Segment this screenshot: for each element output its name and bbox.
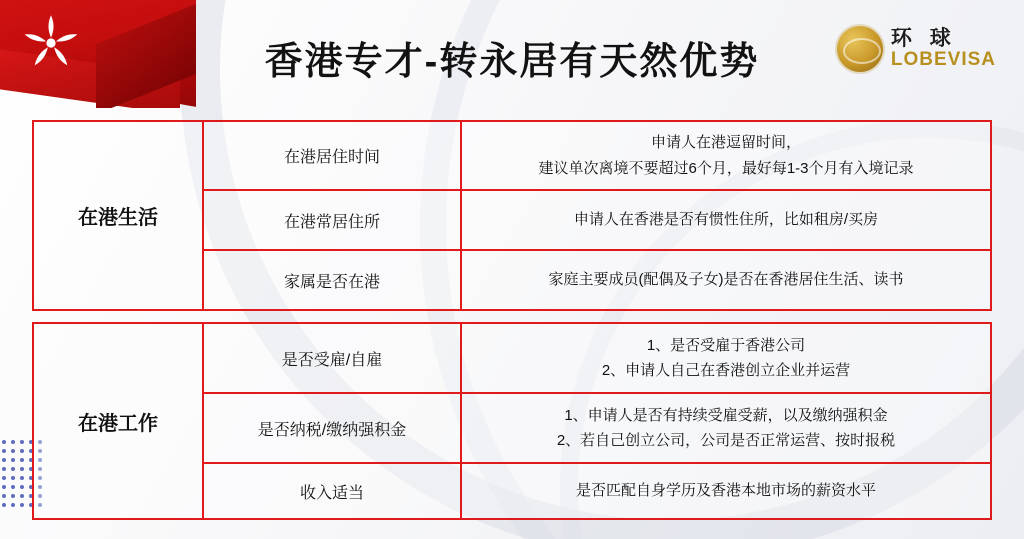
category-label: 在港生活	[34, 122, 204, 309]
table-section-work	[32, 322, 992, 520]
description-line: 建议单次离境不要超过6个月，最好每1-3个月有入境记录	[538, 159, 914, 177]
row-item-label: 家属是否在港	[204, 251, 462, 309]
table-row	[204, 394, 990, 464]
row-item-label: 在港常居住所	[204, 191, 462, 249]
row-item-label: 是否纳税/缴纳强积金	[204, 394, 462, 462]
row-description	[462, 251, 990, 309]
description-line: 2、若自己创立公司，公司是否正常运营、按时报税	[556, 432, 896, 449]
dot-grid-decoration	[2, 440, 32, 530]
table-row	[204, 191, 990, 251]
row-description	[462, 394, 990, 462]
globe-icon	[837, 26, 883, 72]
row-item-label: 在港居住时间	[204, 122, 462, 189]
rows-group	[204, 324, 990, 518]
logo-english-name: LOBEVISA	[890, 49, 996, 71]
row-description	[462, 324, 990, 392]
category-label: 在港工作	[34, 324, 204, 518]
row-item-label: 收入适当	[204, 464, 462, 518]
table-row	[204, 251, 990, 309]
description-line: 1、是否受雇于香港公司	[646, 336, 806, 354]
description-line: 1、申请人是否有持续受雇受薪，以及缴纳强积金	[564, 406, 888, 424]
row-description	[462, 191, 990, 249]
table-row	[204, 324, 990, 394]
description-line: 申请人在港逗留时间，	[650, 134, 801, 151]
description-line: 家庭主要成员(配偶及子女)是否在香港居住生活、读书	[548, 271, 904, 289]
page-title: 香港专才-转永居有天然优势	[264, 41, 760, 83]
row-item-label: 是否受雇/自雇	[204, 324, 462, 392]
table-row	[34, 122, 990, 309]
description-line: 2、申请人自己在香港创立企业并运营	[601, 362, 851, 379]
description-line: 是否匹配自身学历及香港本地市场的薪资水平	[575, 482, 876, 500]
description-line: 申请人在香港是否有惯性住所，比如租房/买房	[573, 211, 879, 229]
table-row	[204, 464, 990, 518]
table-section-life	[32, 120, 992, 311]
brand-logo	[837, 26, 996, 72]
row-description	[462, 122, 990, 189]
row-description	[462, 464, 990, 518]
rows-group	[204, 122, 990, 309]
table-row	[34, 324, 990, 518]
logo-wordmark	[891, 28, 996, 70]
logo-chinese-name: 环 球	[890, 27, 957, 50]
table-row	[204, 122, 990, 191]
